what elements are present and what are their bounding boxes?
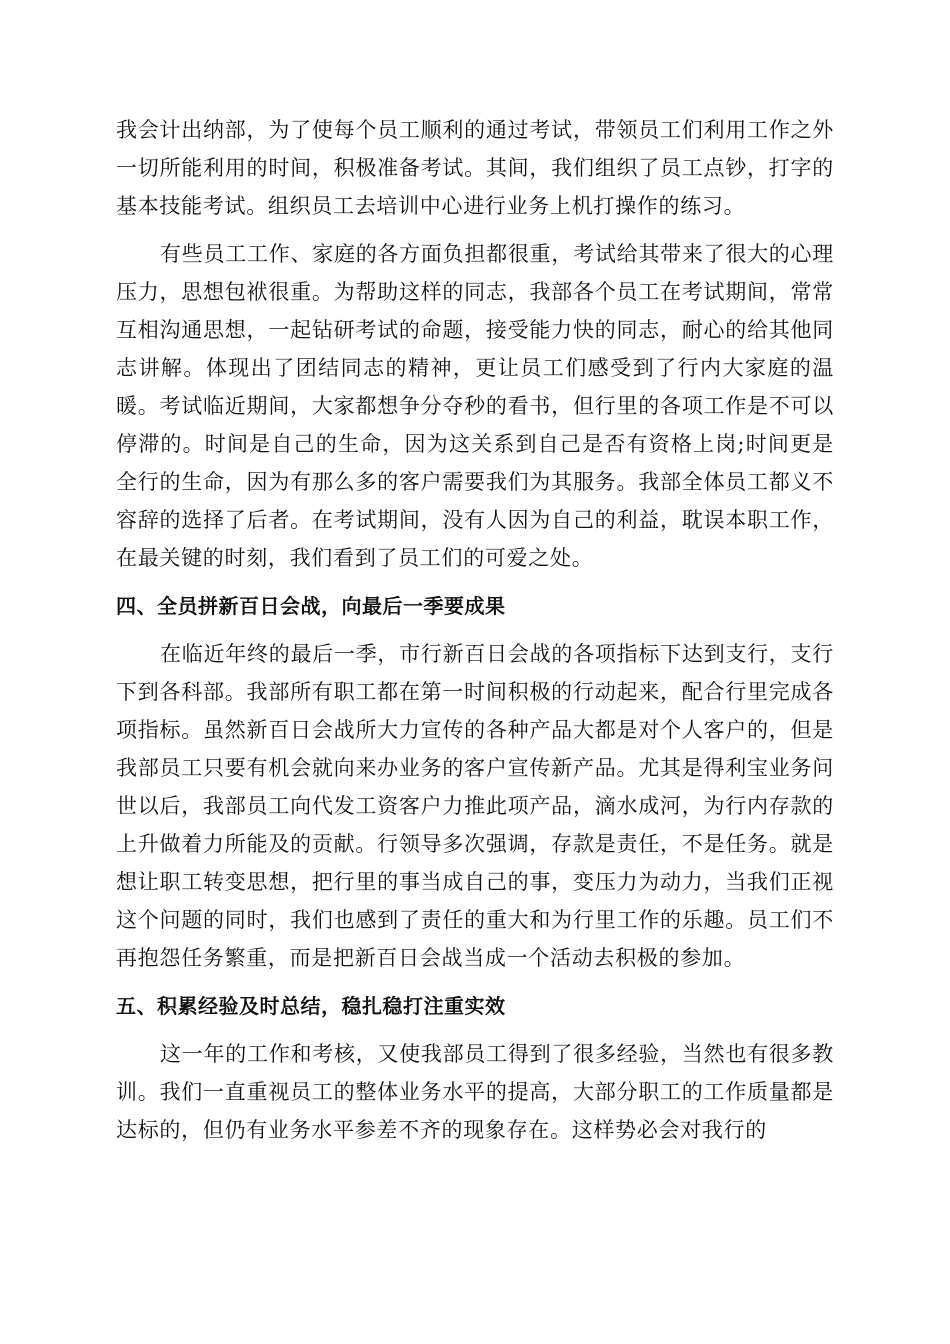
document-page (116, 111, 834, 1159)
paragraph-teamwork: 有些员工工作、家庭的各方面负担都很重，考试给其带来了很大的心理压力，思想包袱很重。为帮助这样的同志，我部各个员工在考试期间，常常互相沟通思想，一起钻研考试的命题，接受能力快的同志，耐心的给其他同志讲解。体现出了团结同志的精神，更让员工们感受到了行内大家庭的温暖。考试临近期间，大家都想争分夺秒的看书，但行里的各项工作是不可以停滞的。时间是自己的生命，因为这关系到自己是否有资格上岗;时间更是全行的生命，因为有那么多的客户需要我们为其服务。我部全体员工都义不容辞的选择了后者。在考试期间，没有人因为自己的利益，耽误本职工作，在最关键的时刻，我们看到了员工们的可爱之处。 (116, 242, 834, 570)
section-heading-4: 四、全员拼新百日会战，向最后一季要成果 (116, 594, 506, 618)
paragraph-hundred-days-campaign: 在临近年终的最后一季，市行新百日会战的各项指标下达到支行，支行下到各科部。我部所有职工都在第一时间积极的行动起来，配合行里完成各项指标。虽然新百日会战所大力宣传的各种产品大都是对个人客户的，但是我部员工只要有机会就向来办业务的客户宣传新产品。尤其是得利宝业务问世以后，我部员工向代发工资客户力推此项产品，滴水成河，为行内存款的上升做着力所能及的贡献。行领导多次强调，存款是责任，不是任务。就是想让职工转变思想，把行里的事当成自己的事，变压力为动力，当我们正视这个问题的同时，我们也感到了责任的重大和为行里工作的乐趣。员工们不再抱怨任务繁重，而是把新百日会战当成一个活动去积极的参加。 (116, 642, 834, 970)
paragraph-exam-preparation: 我会计出纳部，为了使每个员工顺利的通过考试，带领员工们利用工作之外一切所能利用的时间，积极准备考试。其间，我们组织了员工点钞，打字的基本技能考试。组织员工去培训中心进行业务上机打操作的练习。 (116, 118, 834, 218)
section-heading-5: 五、积累经验及时总结，稳扎稳打注重实效 (116, 994, 506, 1018)
paragraph-experience-summary: 这一年的工作和考核，又使我部员工得到了很多经验，当然也有很多教训。我们一直重视员工的整体业务水平的提高，大部分职工的工作质量都是达标的，但仍有业务水平参差不齐的现象存在。这样势必会对我行的 (116, 1042, 834, 1142)
